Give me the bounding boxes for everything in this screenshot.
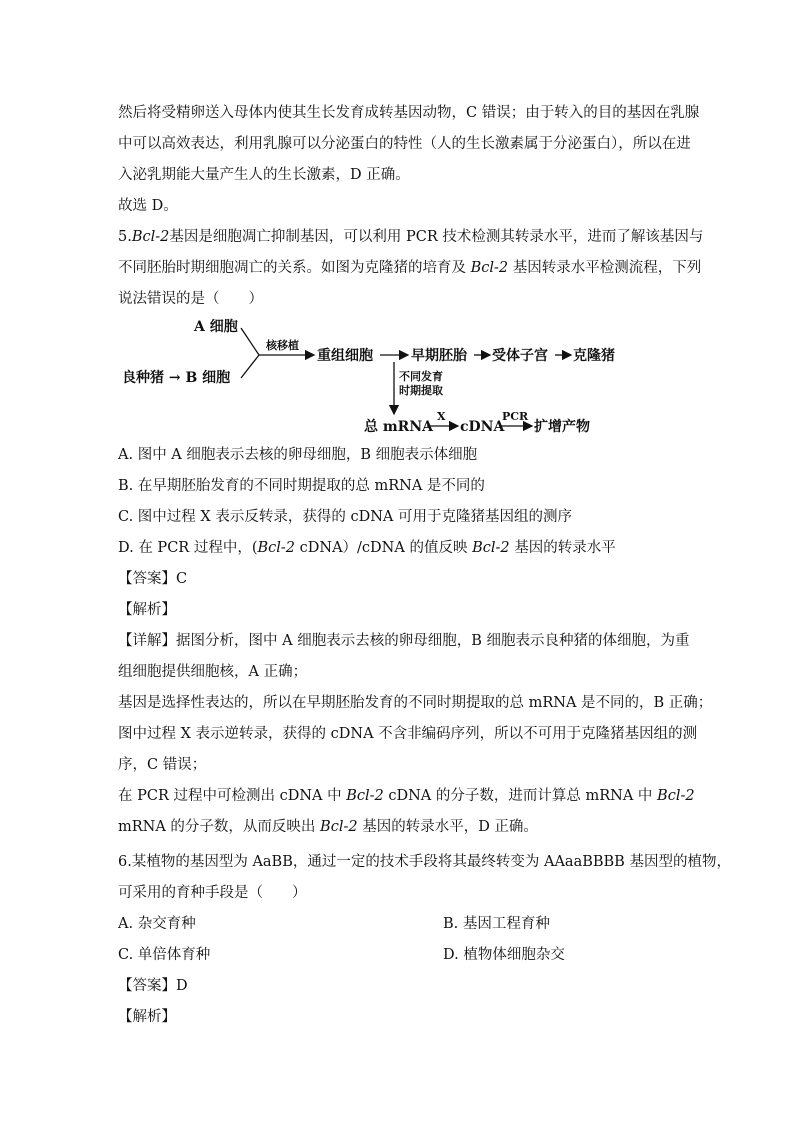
amplified-product-label: 扩增产物	[534, 419, 590, 435]
cdna-label: cDNA	[460, 419, 505, 435]
b-cell-connector	[241, 355, 259, 378]
q5-option-c: C. 图中过程 X 表示反转录，获得的 cDNA 可用于克隆猪基因组的测序	[118, 509, 572, 525]
q5-analysis-line-4: 图中过程 X 表示逆转录，获得的 cDNA 不含非编码序列，所以不可用于克隆猪基因组的测	[118, 726, 698, 742]
prev-answer-line-3: 入泌乳期能大量产生人的生长激素，D 正确。	[118, 167, 410, 183]
q5-analysis-line-6	[118, 786, 695, 806]
q6-option-c: C. 单倍体育种	[118, 947, 211, 963]
q5-analysis-line-6a: 在 PCR 过程中可检测出 cDNA 中	[118, 788, 347, 804]
prev-answer-line-2: 中可以高效表达，利用乳腺可以分泌蛋白的特性（人的生长激素属于分泌蛋白），所以在进	[118, 136, 691, 152]
clone-pig-label: 克隆猪	[573, 348, 615, 364]
q5-option-a: A. 图中 A 细胞表示去核的卵母细胞，B 细胞表示体细胞	[118, 447, 478, 463]
good-pig-b-cell-label: 良种猪 → B 细胞	[122, 370, 231, 386]
q5-option-d	[118, 538, 616, 558]
q5-option-d-gene-2: Bcl-2	[472, 540, 510, 556]
q6-option-d: D. 植物体细胞杂交	[443, 947, 565, 963]
q5-analysis-line-7a: mRNA 的分子数，从而反映出	[118, 819, 321, 835]
prev-conclusion: 故选 D。	[118, 198, 178, 214]
q5-number: 5.	[118, 229, 132, 245]
q6-stem-line-2: 可采用的育种手段是（ ）	[118, 885, 307, 901]
recipient-uterus-label: 受体子宫	[492, 348, 548, 364]
q5-option-d-text-3: 基因的转录水平	[509, 540, 616, 556]
q5-stem-text-1: 基因是细胞凋亡抑制基因，可以利用 PCR 技术检测其转录水平，进而了解该基因与	[169, 229, 704, 245]
prev-answer-line-1: 然后将受精卵送入母体内使其生长发育成转基因动物，C 错误；由于转入的目的基因在乳腺	[118, 105, 700, 121]
q5-option-d-gene-1: Bcl-2	[257, 540, 296, 556]
q5-analysis-line-5: 序，C 错误；	[118, 757, 207, 773]
q5-gene-name: Bcl-2	[131, 229, 170, 245]
pcr-label: PCR	[502, 410, 529, 423]
q5-analysis-line-7b: 基因的转录水平，D 正确。	[357, 819, 538, 835]
nuclear-transfer-label: 核移植	[266, 339, 299, 352]
total-mrna-label: 总 mRNA	[364, 419, 433, 435]
q6-analysis-title: 【解析】	[118, 1009, 176, 1025]
q5-stem-line-3: 说法错误的是（ ）	[118, 291, 263, 307]
q5-option-d-text-2: cDNA）/cDNA 的值反映	[295, 540, 473, 556]
q6-option-a: A. 杂交育种	[118, 916, 196, 932]
q6-answer: 【答案】D	[118, 978, 188, 994]
q5-option-d-text-1: D. 在 PCR 过程中，(	[118, 540, 258, 556]
q6-stem-line-1: 6.某植物的基因型为 AaBB，通过一定的技术手段将其最终转变为 AAaaBBBB 基因型的植物，	[118, 854, 731, 870]
q5-analysis-line-3: 基因是选择性表达的，所以在早期胚胎发育的不同时期提取的总 mRNA 是不同的，B 正确；	[118, 695, 713, 711]
extract-label-2: 时期提取	[399, 384, 443, 397]
extract-label-1: 不同发育	[399, 370, 443, 383]
q5-analysis-gene-2: Bcl-2	[657, 788, 695, 804]
q5-analysis-gene-3: Bcl-2	[320, 819, 358, 835]
q5-analysis-gene-1: Bcl-2	[346, 788, 384, 804]
q5-analysis-line-6b: cDNA 的分子数，进而计算总 mRNA 中	[383, 788, 658, 804]
q5-analysis-title: 【解析】	[118, 602, 176, 618]
q5-stem-line-1	[118, 227, 703, 247]
q5-analysis-line-1: 【详解】据图分析，图中 A 细胞表示去核的卵母细胞，B 细胞表示良种猪的体细胞，为重	[118, 633, 690, 649]
recombinant-cell-label: 重组细胞	[317, 348, 373, 364]
q5-stem-text-2b: 基因转录水平检测流程，下列	[508, 260, 702, 276]
q6-option-b: B. 基因工程育种	[443, 916, 550, 932]
early-embryo-label: 早期胚胎	[411, 348, 467, 364]
q5-option-b: B. 在早期胚胎发育的不同时期提取的总 mRNA 是不同的	[118, 478, 485, 494]
q5-analysis-line-7	[118, 817, 538, 837]
q5-stem-text-2a: 不同胚胎时期细胞凋亡的关系。如图为克隆猪的培育及	[118, 260, 471, 276]
q5-answer: 【答案】C	[118, 571, 188, 587]
a-cell-label: A 细胞	[194, 319, 238, 335]
a-cell-connector	[241, 328, 259, 355]
cloning-flow-diagram	[118, 312, 678, 440]
x-process-label: X	[437, 410, 446, 423]
q5-analysis-line-2: 组细胞提供细胞核，A 正确；	[118, 664, 308, 680]
q5-gene-name-2: Bcl-2	[470, 260, 509, 276]
q5-stem-line-2	[118, 258, 701, 278]
